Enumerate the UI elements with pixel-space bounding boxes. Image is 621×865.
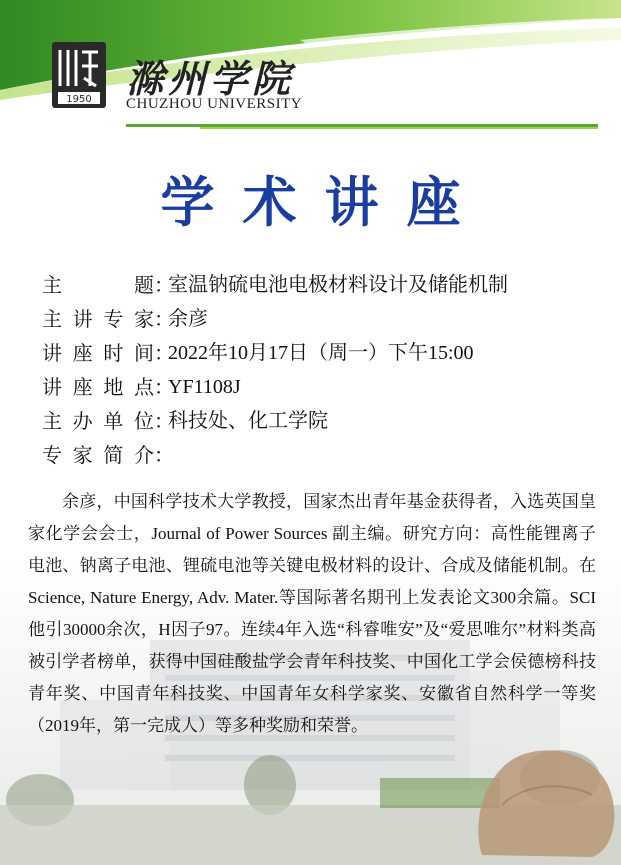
info-colon: ： bbox=[154, 341, 174, 365]
page-title: 学术讲座 bbox=[160, 171, 489, 234]
info-row bbox=[42, 370, 508, 404]
info-row bbox=[42, 302, 508, 336]
info-value: 余彦 bbox=[168, 308, 208, 330]
info-value: YF1108J bbox=[168, 376, 241, 398]
info-label: 讲 座 地 点 bbox=[42, 375, 154, 399]
logo-year: 1950 bbox=[66, 94, 92, 105]
info-colon: ： bbox=[154, 409, 174, 433]
university-logo-icon bbox=[52, 42, 106, 108]
university-name-en: CHUZHOU UNIVERSITY bbox=[126, 96, 303, 112]
info-value: 科技处、化工学院 bbox=[168, 410, 328, 432]
inscribed-rock-image bbox=[472, 745, 617, 860]
info-colon: ： bbox=[154, 375, 174, 399]
info-label: 专 家 简 介 bbox=[42, 443, 154, 467]
info-label: 主 题 bbox=[42, 273, 154, 297]
info-row bbox=[42, 336, 508, 370]
lecture-info-list bbox=[42, 268, 508, 472]
university-name-cn: 滁州学院 bbox=[126, 56, 295, 101]
info-row bbox=[42, 438, 508, 472]
info-row bbox=[42, 268, 508, 302]
info-label: 主 办 单 位 bbox=[42, 409, 154, 433]
info-colon: ： bbox=[154, 443, 174, 467]
info-colon: ： bbox=[154, 273, 174, 297]
info-row bbox=[42, 404, 508, 438]
info-label: 讲 座 时 间 bbox=[42, 341, 154, 365]
info-label: 主 讲 专 家 bbox=[42, 307, 154, 331]
info-value: 室温钠硫电池电极材料设计及储能机制 bbox=[168, 274, 508, 296]
info-value: 2022年10月17日（周一）下午15:00 bbox=[168, 342, 474, 364]
info-colon: ： bbox=[154, 307, 174, 331]
speaker-biography: 余彦，中国科学技术大学教授，国家杰出青年基金获得者，入选英国皇家化学会会士，Journal of Power Sources 副主编。研究方向：高性能锂离子电池、钠离子电池、锂硫电池等关键电极材料的设计、合成及储能机制。在Science, Nature Energy, Adv. Mater.等国际著名期刊上发表论文300余篇。SCI他引30000余次，H因子97。连续4年入选“科睿唯安”及“爱思唯尔”材料类高被引学者榜单，获得中国硅酸盐学会青年科技奖、中国化工学会侯德榜科技青年奖、中国青年科技奖、中国青年女科学家奖、安徽省自然科学一等奖 （2019年，第一完成人）等多种奖励和荣誉。 bbox=[28, 492, 596, 735]
